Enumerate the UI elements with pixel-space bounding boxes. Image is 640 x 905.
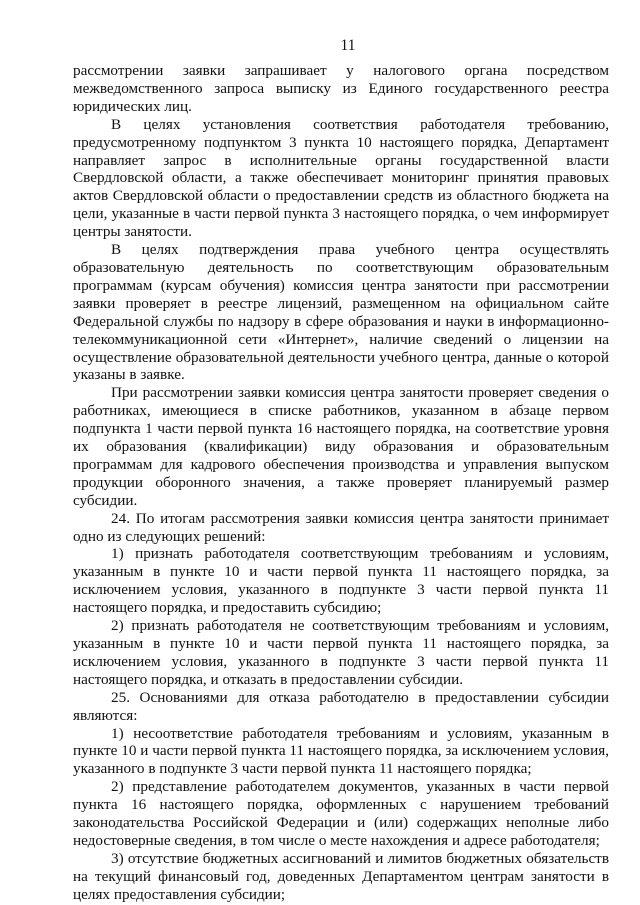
paragraph-item-24: 24. По итогам рассмотрения заявки комиссия центра занятости принимает одно из следующих решений: xyxy=(73,509,609,545)
paragraph-reason-3: 3) отсутствие бюджетных ассигнований и лимитов бюджетных обязательств на текущий финансовый год, доведенных Департаментом центрам занятости в целях предоставления субсидии; xyxy=(73,849,609,903)
paragraph-decision-1: 1) признать работодателя соответствующим требованиям и условиям, указанным в пункте 10 и части первой пункта 11 настоящего порядка, за исключением условия, указанного в подпункте 3 части первой пункта 11 настоящего порядка, и предоставить субсидию; xyxy=(73,545,609,617)
paragraph-request-extract: рассмотрении заявки запрашивает у налогового органа посредством межведомственного запроса выписку из Единого государственного реестра юридических лиц. xyxy=(73,62,609,115)
paragraph-license-check: В целях подтверждения права учебного центра осуществлять образовательную деятельность по соответствующим образовательным программам (курсам обучения) комиссия центра занятости при рассмотрении заявки проверяет в реестре лицензий, размещенном на официальном сайте Федеральной службы по надзору в сфере образования и науки в информационно-телекоммуникационной сети «Интернет», наличие сведений о лицензии на осуществление образовательной деятельности учебного центра, данные о которой указаны в заявке. xyxy=(73,241,609,384)
page-number: 11 xyxy=(340,37,356,54)
paragraph-requirement-check: В целях установления соответствия работодателя требованию, предусмотренному подпунктом 3 пункта 10 настоящего порядка, Департамент направляет запрос в исполнительные органы государственной власти Свердловской области, а также обеспечивает мониторинг принятия правовых актов Свердловской области о предоставлении средств из областного бюджета на цели, указанные в части первой пункта 3 настоящего порядка, о чем информирует центры занятости. xyxy=(73,115,609,241)
paragraph-reason-2: 2) представление работодателем документов, указанных в части первой пункта 16 настоящего порядка, оформленных с нарушением требований законодательства Российской Федерации и (или) содержащих неполные либо недостоверные сведения, в том числе о месте нахождения и адресе работодателя; xyxy=(73,778,609,849)
paragraph-reason-1: 1) несоответствие работодателя требованиям и условиям, указанным в пункте 10 и части первой пункта 11 настоящего порядка, за исключением условия, указанного в подпункте 3 части первой пункта 11 настоящего порядка; xyxy=(73,724,609,778)
paragraph-decision-2: 2) признать работодателя не соответствующим требованиям и условиям, указанным в пункте 10 и части первой пункта 11 настоящего порядка, за исключением условия, указанного в подпункте 3 части первой пункта 11 настоящего порядка, и отказать в предоставлении субсидии. xyxy=(73,617,609,688)
paragraph-employee-check: При рассмотрении заявки комиссия центра занятости проверяет сведения о работниках, имеющиеся в списке работников, указанном в абзаце первом подпункта 1 части первой пункта 16 настоящего порядка, на соответствие уровня их образования (квалификации) виду образования и образовательным программам для кадрового обеспечения производства и управления выпуском продукции оборонного значения, а также проверяет планируемый размер субсидии. xyxy=(73,384,609,509)
paragraph-item-25: 25. Основаниями для отказа работодателю в предоставлении субсидии являются: xyxy=(73,688,609,724)
document-page xyxy=(73,36,609,904)
